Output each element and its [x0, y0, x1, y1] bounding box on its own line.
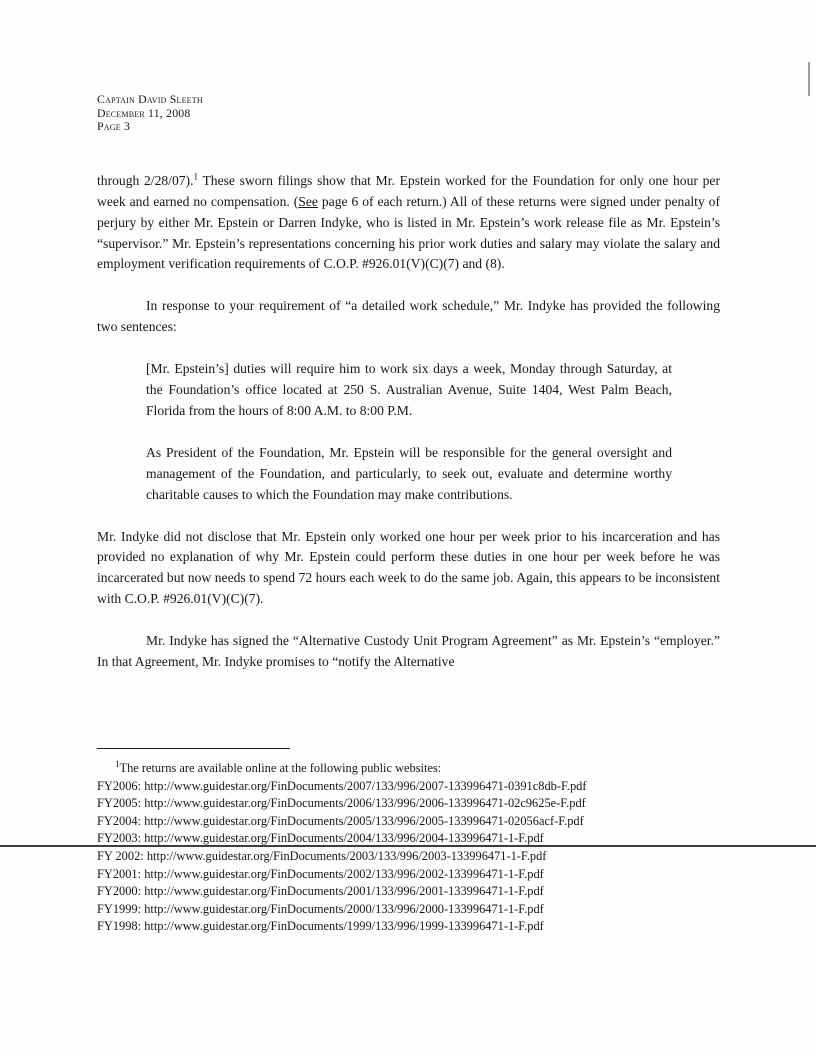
paragraph-did-not-disclose: Mr. Indyke did not disclose that Mr. Epstein only worked one hour per week prior to his incarceration and has provided no explanation of why Mr. Epstein could perform these duties in one hour per week before he was incarcerated but now needs to spend 72 hours each week to do the same job. Again, this appears to be inconsistent with C.O.P. #926.01(V)(C)(7). [97, 528, 720, 607]
block-quote-duties: [Mr. Epstein’s] duties will require him to work six days a week, Monday through Saturday, at the Foundation’s office located at 250 S. Australian Avenue, Suite 1404, West Palm Beach, Florida from the hours of 8:00 A.M. to 8:00 P.M. [146, 361, 672, 418]
footnote-entry-url: http://www.guidestar.org/FinDocuments/1999/133/996/1999-133996471-1-F.pdf [144, 919, 544, 934]
footnote-entry-label: FY 2002: [97, 848, 144, 863]
footnote-entry-url: http://www.guidestar.org/FinDocuments/2001/133/996/2001-133996471-1-F.pdf [144, 884, 544, 899]
footnote-entry-fy1998 [97, 918, 720, 936]
footnote-entry-label: FY2001: [97, 866, 142, 881]
footnote-entry-fy2001 [97, 866, 720, 884]
footnote-entry-url: http://www.guidestar.org/FinDocuments/2005/133/996/2005-133996471-02056acf-F.pdf [144, 813, 584, 828]
paragraph-sworn-filings [97, 171, 720, 276]
footnote-entry-label: FY2006: [97, 778, 142, 793]
footnote-entry-url: http://www.guidestar.org/FinDocuments/2002/133/996/2002-133996471-1-F.pdf [144, 866, 544, 881]
block-quote-president: As President of the Foundation, Mr. Epstein will be responsible for the general oversight and management of the Foundation, and particularly, to seek out, evaluate and determine worthy charitable causes to which the Foundation may make contributions. [146, 444, 672, 502]
footnote-entry-label: FY1999: [97, 901, 142, 916]
scan-artifact-horizontal-line [0, 845, 816, 847]
header-date: December 11, 2008 [97, 105, 191, 120]
p1-tail-text: page 6 of each return.) All of these returns were signed under penalty of perjury by either Mr. Epstein or Darren Indyke, who is listed in Mr. Epstein’s work release file as Mr. Epstein’s “supervisor.” Mr. Epstein’s representations concerning his prior work duties and salary may violate the salary and employment verification requirements of C.O.P. #926.01(V)(C)(7) and (8). [97, 193, 721, 272]
paragraph-in-response: In response to your requirement of “a detailed work schedule,” Mr. Indyke has provided the following two sentences: [97, 298, 720, 335]
footnote-entry-fy1999 [97, 901, 720, 919]
footnote-intro [97, 760, 720, 778]
footnote-entry-label: FY2003: [97, 831, 142, 846]
header-page-number: Page 3 [97, 119, 131, 134]
letter-content [97, 93, 720, 694]
footnote-entry-url: http://www.guidestar.org/FinDocuments/2004/133/996/2004-133996471-1-F.pdf [144, 831, 544, 846]
p1-mid-text: These sworn filings show that Mr. Epstein worked for the Foundation for only one hour per week and earned no compensation. ( [97, 172, 720, 209]
footnote-entry-fy2005 [97, 795, 720, 813]
letter-header [97, 93, 720, 134]
footnote-entry-fy2002 [97, 848, 720, 866]
footnote-entry-url: http://www.guidestar.org/FinDocuments/2003/133/996/2003-133996471-1-F.pdf [146, 848, 547, 863]
header-recipient: Captain David Sleeth [97, 92, 203, 106]
footnote-separator [97, 748, 290, 749]
footnote-entry-fy2000 [97, 883, 720, 901]
footnote-intro-text: The returns are available online at the following public websites: [119, 761, 442, 775]
footnote-marker: 1 [115, 758, 120, 769]
scan-artifact-right-edge [808, 62, 810, 96]
footnote-entry-url: http://www.guidestar.org/FinDocuments/2000/133/996/2000-133996471-1-F.pdf [144, 901, 544, 916]
p1-lead-text: through 2/28/07). [97, 172, 194, 188]
footnote-section [97, 748, 720, 936]
footnote-entry-url: http://www.guidestar.org/FinDocuments/2007/133/996/2007-133996471-0391c8db-F.pdf [144, 778, 587, 793]
footnote-entry-fy2006 [97, 778, 720, 796]
paragraph-custody-agreement: Mr. Indyke has signed the “Alternative Custody Unit Program Agreement” as Mr. Epstein’s “employer.” In that Agreement, Mr. Indyke promises to “notify the Alternative [97, 633, 720, 670]
footnote-entry-fy2004 [97, 813, 720, 831]
footnote-entry-label: FY1998: [97, 919, 142, 934]
footnote-entry-url: http://www.guidestar.org/FinDocuments/2006/133/996/2006-133996471-02c9625e-F.pdf [144, 796, 586, 811]
footnote-entry-label: FY2004: [97, 813, 142, 828]
footnote-entry-label: FY2000: [97, 884, 142, 899]
footnote-reference-mark: 1 [193, 171, 198, 182]
footnote-entry-label: FY2005: [97, 796, 142, 811]
see-citation-underlined: See [298, 193, 318, 209]
